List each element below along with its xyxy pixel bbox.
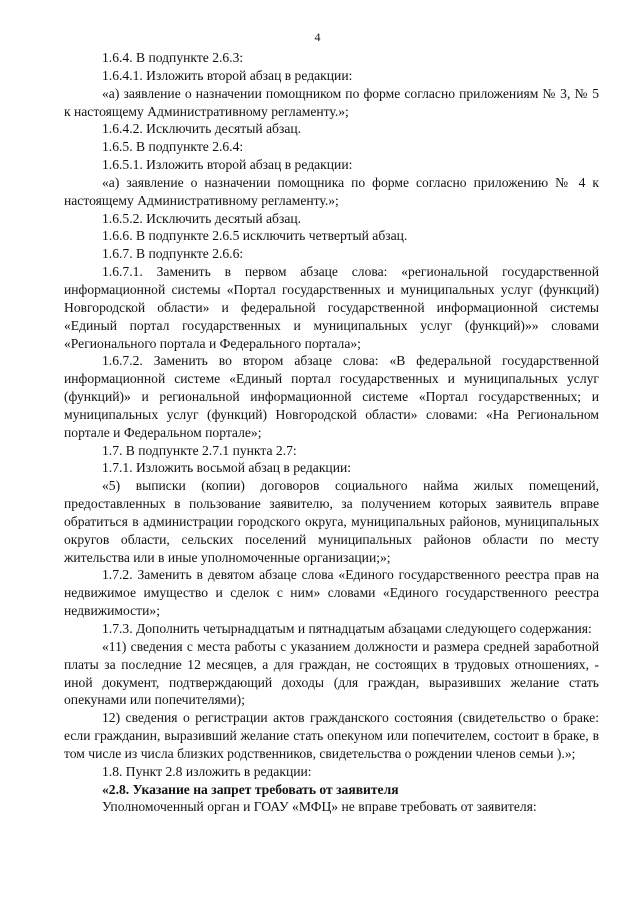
paragraph: 1.6.7.2. Заменить во втором абзаце слова: «В федеральной государственной информационной системе «Единый портал государственных и муниципальных услуг (функций)» и региональной информационной системе «Портал государственных; и муниципальных услуг (функций) Новгородской области» словами: «На Региональном портале и Федеральном портале»; (64, 353, 599, 440)
paragraph: 1.6.5.1. Изложить второй абзац в редакции: (102, 157, 353, 173)
section-heading: «2.8. Указание на запрет требовать от заявителя (102, 781, 399, 797)
paragraph: 1.6.7. В подпункте 2.6.6: (102, 246, 244, 262)
paragraph: 1.6.4. В подпункте 2.6.3: (102, 50, 244, 65)
paragraph: 1.6.7.1. Заменить в первом абзаце слова: «региональной государственной информационной системы «Портал государственных и муниципальных услуг (функций) Новгородской области» и федеральной государственной информационной системы «Единый портал государственных и муниципальных услуг (функций)»» словами «Регионального портала и Федерального портала»; (64, 264, 599, 351)
paragraph: 1.6.5.2. Исключить десятый абзац. (102, 210, 302, 226)
paragraph: 1.6.4.2. Исключить десятый абзац. (102, 121, 302, 137)
paragraph: «а) заявление о назначении помощником по форме согласно приложениям № 3, № 5 к настоящему Административному регламенту.»; (64, 85, 599, 119)
paragraph: 1.6.4.1. Изложить второй абзац в редакции: (102, 67, 353, 83)
paragraph: «11) сведения с места работы с указанием должности и размера средней заработной платы за последние 12 месяцев, а для граждан, не состоящих в трудовых отношениях, - иной документ, подтверждающий доходы (для граждан, выразивших желание стать опекунами или попечителями); (64, 638, 599, 708)
paragraph: 1.7. В подпункте 2.7.1 пункта 2.7: (102, 442, 297, 458)
paragraph: «5) выписки (копии) договоров социального найма жилых помещений, предоставленных в пользование заявителю, за получением которых заявитель вправе обратиться в администрации городского округа, муниципальных районов, муниципальных округов области, сельских поселений муниципальных районов области по месту жительства или в иные уполномоченные организации;»; (64, 478, 599, 565)
page-body (64, 49, 599, 816)
paragraph: 1.7.2. Заменить в девятом абзаце слова «Единого государственного реестра прав на недвижимое имущество и сделок с ним» словами «Единого государственного реестра недвижимости»; (64, 567, 599, 619)
paragraph: 1.7.1. Изложить восьмой абзац в редакции: (102, 460, 352, 476)
paragraph: 1.6.5. В подпункте 2.6.4: (102, 139, 244, 155)
paragraph: 1.8. Пункт 2.8 изложить в редакции: (102, 763, 312, 779)
page-number: 4 (314, 30, 321, 44)
paragraph: 1.7.3. Дополнить четырнадцатым и пятнадцатым абзацами следующего содержания: (102, 621, 592, 636)
paragraph: «а) заявление о назначении помощника по форме согласно приложению № 4 к настоящему Административному регламенту.»; (64, 174, 599, 208)
paragraph: Уполномоченный орган и ГОАУ «МФЦ» не вправе требовать от заявителя: (102, 799, 537, 815)
paragraph: 12) сведения о регистрации актов гражданского состояния (свидетельство о браке: если гражданин, выразивший желание стать опекуном или попечителем, состоит в браке, в том числе из числа близких родственников, свидетельства о рождении членов семьи ).»; (64, 710, 599, 761)
paragraph: 1.6.6. В подпункте 2.6.5 исключить четвертый абзац. (102, 228, 408, 244)
